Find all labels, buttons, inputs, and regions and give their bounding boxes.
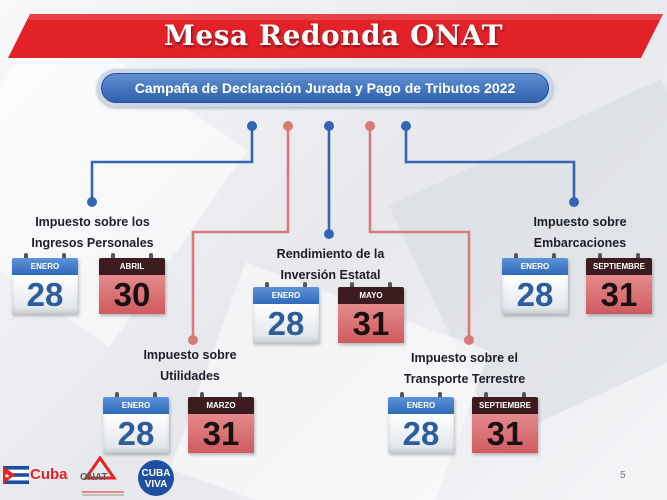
- page-title: Mesa Redonda ONAT: [163, 19, 504, 52]
- calendar-day: 30: [99, 275, 165, 314]
- calendar-month: MAYO: [338, 287, 404, 304]
- calendar-month: ENERO: [103, 397, 169, 414]
- subtitle-text: Campaña de Declaración Jurada y Pago de Tributos 2022: [101, 73, 549, 103]
- connector-dot: [247, 121, 257, 131]
- page-number: 5: [620, 470, 626, 481]
- calendar-end: [472, 397, 538, 453]
- connector-dot: [569, 197, 579, 207]
- tax-label-line2: Ingresos Personales: [31, 236, 154, 250]
- connector-dot: [401, 121, 411, 131]
- calendar-month: MARZO: [188, 397, 254, 414]
- calendar-month: ENERO: [388, 397, 454, 414]
- calendar-day: 28: [12, 275, 78, 314]
- calendar-day: 31: [586, 275, 652, 314]
- calendar-day: 28: [502, 275, 568, 314]
- cuba-logo-text: Cuba: [30, 466, 68, 483]
- tax-label-line2: Embarcaciones: [533, 236, 627, 250]
- calendar-month: SEPTIEMBRE: [586, 258, 652, 275]
- tax-label-ingresos: [20, 212, 165, 254]
- connector-dot: [365, 121, 375, 131]
- connector-dot: [464, 335, 474, 345]
- cuba-viva-line2: VIVA: [144, 479, 168, 490]
- calendar-day: 31: [188, 414, 254, 453]
- connector-dot: [324, 229, 334, 239]
- calendar-day: 28: [103, 414, 169, 453]
- tax-label-line1: Impuesto sobre: [533, 215, 627, 229]
- tax-label-line2: Transporte Terrestre: [403, 372, 526, 386]
- calendar-day: 28: [253, 304, 319, 343]
- tax-label-embarcaciones: [515, 212, 645, 254]
- tax-label-line1: Impuesto sobre los: [35, 215, 150, 229]
- connector-dot: [188, 335, 198, 345]
- tax-label-line2: Inversión Estatal: [280, 268, 381, 282]
- tax-label-line1: Rendimiento de la: [276, 247, 385, 261]
- calendar-start: [12, 258, 78, 314]
- connector-dot: [87, 197, 97, 207]
- connector-embarcaciones: [406, 126, 574, 200]
- tax-label-line1: Impuesto sobre: [143, 348, 237, 362]
- calendar-end: [586, 258, 652, 314]
- calendar-day: 31: [338, 304, 404, 343]
- tax-label-line2: Utilidades: [160, 369, 220, 383]
- connector-dot: [283, 121, 293, 131]
- calendar-end: [338, 287, 404, 343]
- tax-label-utilidades: [120, 345, 260, 387]
- calendar-end: [99, 258, 165, 314]
- tax-label-transporte: [392, 348, 537, 390]
- tax-label-line1: Impuesto sobre el: [411, 351, 518, 365]
- cuba-viva-line1: CUBA: [141, 468, 171, 479]
- cuba-viva-logo: [136, 459, 176, 497]
- calendar-day: 28: [388, 414, 454, 453]
- calendar-day: 31: [472, 414, 538, 453]
- onat-logo-text: ONAT: [80, 472, 108, 483]
- calendar-start: [502, 258, 568, 314]
- calendar-end: [188, 397, 254, 453]
- calendar-month: ENERO: [502, 258, 568, 275]
- calendar-month: ABRIL: [99, 258, 165, 275]
- calendar-month: ENERO: [12, 258, 78, 275]
- calendar-start: [253, 287, 319, 343]
- tax-label-inversion: [258, 244, 403, 286]
- calendar-start: [103, 397, 169, 453]
- connector-ingresos: [92, 126, 252, 200]
- calendar-month: SEPTIEMBRE: [472, 397, 538, 414]
- calendar-start: [388, 397, 454, 453]
- connector-dot: [324, 121, 334, 131]
- calendar-month: ENERO: [253, 287, 319, 304]
